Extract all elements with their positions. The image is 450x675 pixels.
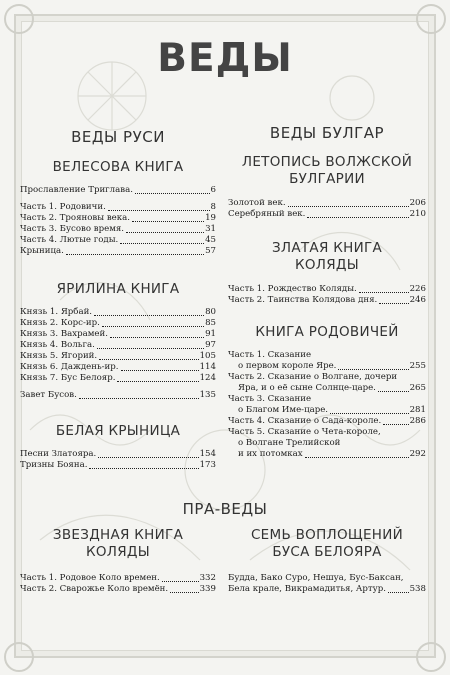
section-heading-vedy-bulgar: ВЕДЫ БУЛГАР bbox=[269, 124, 385, 142]
toc-sem-voploscheniy bbox=[228, 573, 426, 595]
toc-label: Часть 1. Родовое Коло времен. bbox=[20, 573, 160, 583]
toc-page: 226 bbox=[409, 284, 426, 294]
toc-page: 19 bbox=[205, 213, 216, 223]
corner-knot-icon bbox=[4, 4, 34, 34]
toc-label: Тризны Бояна. bbox=[20, 460, 88, 470]
toc-letopis bbox=[228, 198, 426, 220]
toc-label: Князь 1. Ярбай. bbox=[20, 307, 93, 317]
toc-entry[interactable] bbox=[20, 185, 216, 196]
toc-label: Часть 4. Лютые годы. bbox=[20, 235, 119, 245]
bottom-left-column bbox=[20, 527, 216, 595]
toc-label: Золотой век. bbox=[228, 198, 286, 208]
toc-entry[interactable] bbox=[20, 202, 216, 213]
toc-label: Часть 2. Трояновы века. bbox=[20, 213, 130, 223]
toc-label: о первом короле Яре. bbox=[238, 361, 337, 371]
book-title-yarilina: ЯРИЛИНА КНИГА bbox=[56, 281, 180, 297]
toc-entry-line: Будда, Бако Суро, Нешуа, Бус-Баксан, bbox=[228, 573, 404, 583]
toc-page: 339 bbox=[199, 584, 216, 594]
toc-label: Часть 2. Таинства Колядова дня. bbox=[228, 295, 378, 305]
toc-entry[interactable] bbox=[20, 213, 216, 224]
toc-entry-line: Часть 5. Сказание о Чета-короле, bbox=[228, 427, 381, 437]
toc-page: 31 bbox=[205, 224, 216, 234]
page-title: ВЕДЫ bbox=[157, 36, 293, 81]
toc-entry[interactable] bbox=[20, 362, 216, 373]
toc-page: 105 bbox=[199, 351, 216, 361]
title-line: ЗВЕЗДНАЯ КНИГА bbox=[52, 527, 184, 543]
toc-entry[interactable] bbox=[20, 235, 216, 246]
toc-entry[interactable] bbox=[228, 295, 426, 306]
book-title-velesova: ВЕЛЕСОВА КНИГА bbox=[52, 159, 184, 175]
title-line: КОЛЯДЫ bbox=[294, 257, 359, 273]
toc-entry-line: Часть 1. Сказание bbox=[228, 350, 312, 360]
toc-entry[interactable] bbox=[20, 449, 216, 460]
toc-entry-line: Часть 3. Сказание bbox=[228, 394, 312, 404]
toc-page: 124 bbox=[199, 373, 216, 383]
toc-label: Князь 7. Бус Белояр. bbox=[20, 373, 116, 383]
toc-page: 210 bbox=[409, 209, 426, 219]
title-line: БУСА БЕЛОЯРА bbox=[272, 544, 382, 560]
toc-entry[interactable] bbox=[20, 351, 216, 362]
toc-label: Крыница. bbox=[20, 246, 64, 256]
toc-page: 246 bbox=[409, 295, 426, 305]
toc-label: и их потомках bbox=[238, 449, 303, 459]
toc-page: 286 bbox=[409, 416, 426, 426]
book-title-belaya-krynitsa: БЕЛАЯ КРЫНИЦА bbox=[55, 423, 181, 439]
right-column bbox=[228, 124, 426, 460]
toc-label: Часть 3. Бусово время. bbox=[20, 224, 125, 234]
bottom-right-column bbox=[228, 527, 426, 595]
toc-page: 255 bbox=[409, 361, 426, 371]
toc-yarilina bbox=[20, 307, 216, 401]
toc-entry[interactable] bbox=[20, 460, 216, 471]
book-title-letopis bbox=[228, 154, 426, 188]
toc-entry[interactable] bbox=[228, 584, 426, 595]
toc-label: Серебряный век. bbox=[228, 209, 306, 219]
toc-entry[interactable] bbox=[228, 284, 426, 295]
toc-page: 281 bbox=[409, 405, 426, 415]
toc-page: 173 bbox=[199, 460, 216, 470]
toc-entry[interactable] bbox=[228, 416, 426, 427]
toc-entry[interactable] bbox=[20, 318, 216, 329]
toc-label: Прославление Триглава. bbox=[20, 185, 133, 195]
book-title-zvezdnaya-kniga bbox=[20, 527, 216, 561]
toc-page: 45 bbox=[205, 235, 216, 245]
title-line: ЛЕТОПИСЬ ВОЛЖСКОЙ bbox=[241, 154, 413, 170]
toc-page: 154 bbox=[199, 449, 216, 459]
toc-entry[interactable] bbox=[20, 246, 216, 257]
toc-entry[interactable] bbox=[228, 383, 426, 394]
toc-page: 8 bbox=[210, 202, 216, 212]
toc-entry[interactable] bbox=[228, 405, 426, 416]
toc-label: Князь 6. Даждень-ир. bbox=[20, 362, 119, 372]
toc-page: 292 bbox=[409, 449, 426, 459]
corner-knot-icon bbox=[4, 642, 34, 672]
toc-page: 206 bbox=[409, 198, 426, 208]
toc-entry[interactable] bbox=[20, 373, 216, 384]
title-line: БУЛГАРИИ bbox=[289, 171, 365, 187]
toc-label: Князь 4. Вольга. bbox=[20, 340, 95, 350]
toc-entry[interactable] bbox=[20, 224, 216, 235]
toc-zvezdnaya-kniga bbox=[20, 573, 216, 595]
toc-label: Бела крале, Викрамадитья, Артур. bbox=[228, 584, 386, 594]
toc-page: 80 bbox=[205, 307, 216, 317]
toc-entry-line: о Волгане Трелийской bbox=[238, 438, 341, 448]
toc-page: 6 bbox=[210, 185, 216, 195]
section-heading-pra-vedy: ПРА-ВЕДЫ bbox=[182, 500, 268, 518]
title-line: ЗЛАТАЯ КНИГА bbox=[271, 240, 383, 256]
left-column bbox=[20, 128, 216, 471]
toc-entry-line: Часть 2. Сказание о Волгане, дочери bbox=[228, 372, 398, 382]
toc-page: 265 bbox=[409, 383, 426, 393]
toc-entry[interactable] bbox=[228, 209, 426, 220]
title-line: КОЛЯДЫ bbox=[85, 544, 150, 560]
toc-entry[interactable] bbox=[20, 584, 216, 595]
toc-entry[interactable] bbox=[20, 329, 216, 340]
toc-entry[interactable] bbox=[20, 573, 216, 584]
toc-entry[interactable] bbox=[20, 390, 216, 401]
corner-knot-icon bbox=[416, 4, 446, 34]
corner-knot-icon bbox=[416, 642, 446, 672]
toc-label: Часть 1. Родовичи. bbox=[20, 202, 106, 212]
toc-label: Яра, и о её сыне Солнце-царе. bbox=[238, 383, 376, 393]
section-heading-vedy-rusi: ВЕДЫ РУСИ bbox=[71, 128, 165, 146]
toc-label: Песни Златояра. bbox=[20, 449, 97, 459]
toc-entry[interactable] bbox=[228, 198, 426, 209]
toc-page: 57 bbox=[205, 246, 216, 256]
toc-entry[interactable] bbox=[228, 361, 426, 372]
toc-entry[interactable] bbox=[20, 340, 216, 351]
toc-page: 85 bbox=[205, 318, 216, 328]
book-title-kniga-rodovichey: КНИГА РОДОВИЧЕЙ bbox=[255, 324, 399, 340]
toc-label: Часть 4. Сказание о Сада-короле. bbox=[228, 416, 382, 426]
toc-label: Часть 1. Рождество Коляды. bbox=[228, 284, 357, 294]
toc-label: Князь 2. Корс-ир. bbox=[20, 318, 100, 328]
toc-page: 332 bbox=[199, 573, 216, 583]
toc-label: Князь 3. Вахрамей. bbox=[20, 329, 108, 339]
toc-belaya-krynitsa bbox=[20, 449, 216, 471]
toc-velesova bbox=[20, 185, 216, 257]
toc-kniga-rodovichey bbox=[228, 350, 426, 460]
book-title-sem-voploscheniy bbox=[228, 527, 426, 561]
toc-label: Князь 5. Ягорий. bbox=[20, 351, 98, 361]
title-line: СЕМЬ ВОПЛОЩЕНИЙ bbox=[250, 527, 404, 543]
toc-page: 97 bbox=[205, 340, 216, 350]
toc-label: Часть 2. Сварожье Коло времён. bbox=[20, 584, 169, 594]
toc-page: 114 bbox=[199, 362, 216, 372]
toc-entry[interactable] bbox=[228, 449, 426, 460]
toc-page: 135 bbox=[199, 390, 216, 400]
toc-label: о Благом Име-царе. bbox=[238, 405, 329, 415]
toc-label: Завет Бусов. bbox=[20, 390, 77, 400]
toc-page: 538 bbox=[409, 584, 426, 594]
toc-entry[interactable] bbox=[20, 307, 216, 318]
toc-page: 91 bbox=[205, 329, 216, 339]
book-title-zlataya-kniga bbox=[228, 240, 426, 274]
toc-zlataya-kniga bbox=[228, 284, 426, 306]
